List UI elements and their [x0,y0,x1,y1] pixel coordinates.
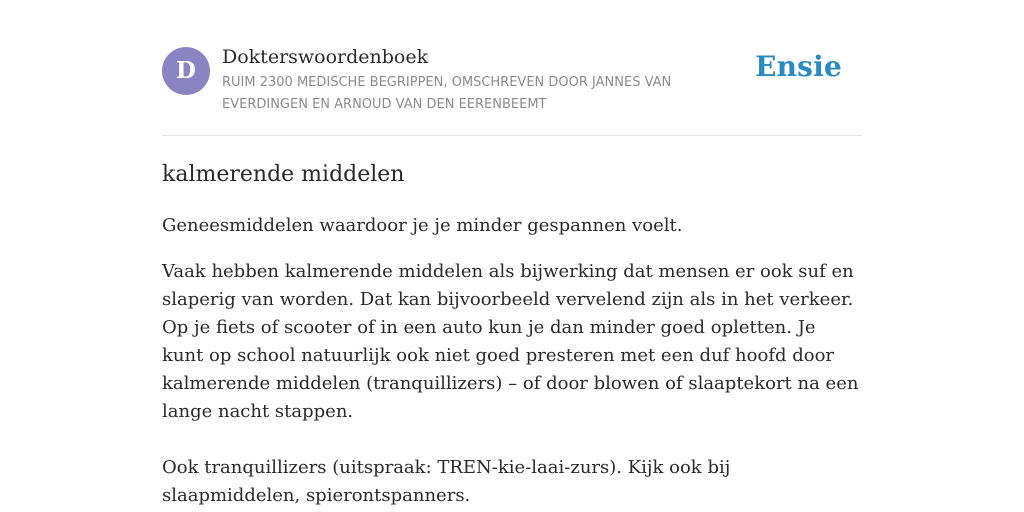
entry-paragraph: Vaak hebben kalmerende middelen als bijwerking dat mensen er ook suf en slaperig van worden. Dat kan bijvoorbeeld vervelend zijn als in het verkeer. Op je fiets of scooter of in een auto kun je dan minder goed opletten. Je kunt op school natuurlijk ook niet goed presteren met een duf hoofd door kalmerende middelen (tranquillizers) – of door blowen of slaaptekort na een lange nacht stappen. [162,261,859,422]
dictionary-header [162,44,862,136]
ensie-logo-link[interactable]: Ensie [755,50,842,83]
entry-content [162,160,862,510]
dictionary-avatar[interactable]: D [162,47,210,95]
entry-paragraph: Ook tranquillizers (uitspraak: TREN-kie-laai-zurs). Kijk ook bij slaapmiddelen, spierontspanners. [162,457,731,506]
entry-definition: Geneesmiddelen waardoor je je minder gespannen voelt. [162,215,683,236]
dictionary-title[interactable]: Dokterswoordenboek [222,46,429,68]
dictionary-subtitle: RUIM 2300 MEDISCHE BEGRIPPEN, OMSCHREVEN DOOR JANNES VAN EVERDINGEN EN ARNOUD VAN DEN EERENBEEMT [222,75,672,112]
entry-term: kalmerende middelen [162,162,405,187]
